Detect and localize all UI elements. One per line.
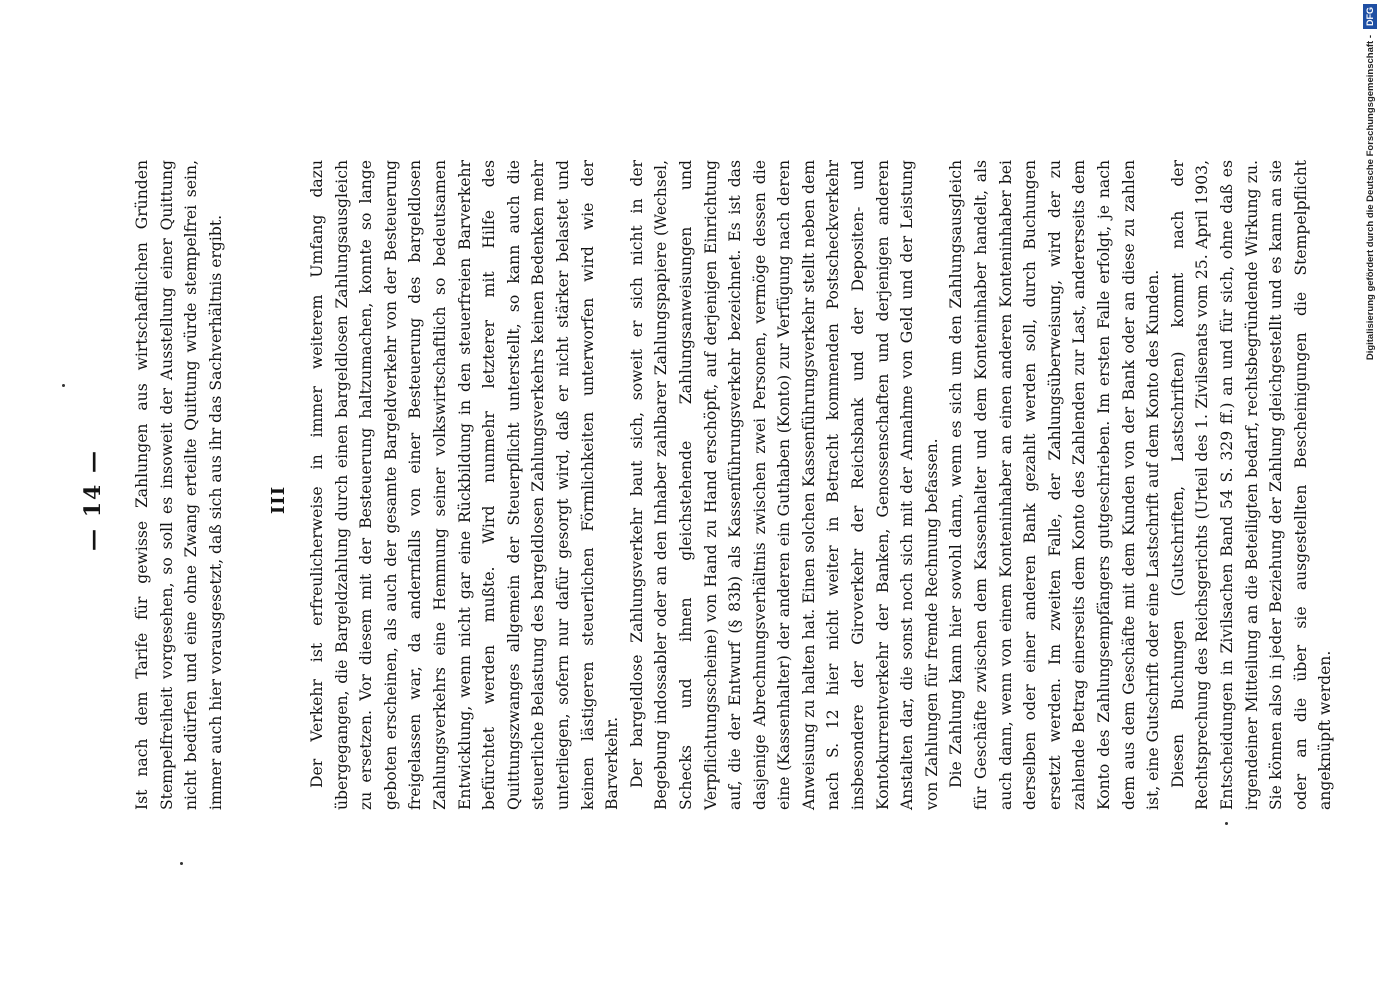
scan-speck bbox=[180, 862, 183, 865]
page-number: — 14 — bbox=[80, 449, 106, 551]
text-block-top bbox=[130, 160, 228, 810]
dfg-logo-icon: DFG bbox=[1363, 4, 1377, 29]
section-heading: III bbox=[268, 485, 289, 515]
digitization-credit bbox=[1360, 4, 1380, 996]
paragraph: Der Verkehr ist erfreulicherweise in immer weiterem Umfang dazu übergegangen, die Bargeldzahlung durch einen bargeldlosen Zahlungsausgleich zu ersetzen. Vor diesem mit der Besteuerung haltzumachen, konnte so lange geboten erscheinen, als auch der gesamte Bargeldverkehr von der Besteuerung freigelassen war, da andernfalls von einer Besteuerung des bargeldlosen Zahlungsverkehrs eine Hemmung seiner volkswirtschaftlich so bedeutsamen Entwicklung, wenn nicht gar eine Rückbildung in den steuerfreien Barverkehr befürchtet werden mußte. Wird nunmehr letzterer mit Hilfe des Quittungszwanges allgemein der Steuerpflicht unterstellt, so kann auch die steuerliche Belastung des bargeldlosen Zahlungsverkehrs keinen Bedenken mehr unterliegen, sofern nur dafür gesorgt wird, daß er nicht stärker belastet und keinen lästigeren steuerlichen Förmlichkeiten unterworfen wird wie der Barverkehr. bbox=[308, 160, 622, 810]
credit-text: Digitalisierung gefördert durch die Deutsche Forschungsgemeinschaft - bbox=[1364, 35, 1376, 361]
scan-speck bbox=[62, 384, 65, 387]
text-block-main bbox=[305, 160, 1338, 810]
paragraph: Ist nach dem Tarife für gewisse Zahlungen aus wirtschaftlichen Gründen Stempelfreiheit vorgesehen, so soll es insoweit der Ausstellung einer Quittung nicht bedürfen und eine ohne Zwang erteilte Quittung würde stempelfrei sein, immer auch hier vorausgesetzt, daß sich aus ihr das Sachverhältnis ergibt. bbox=[133, 160, 225, 810]
scan-speck bbox=[1225, 822, 1228, 825]
paragraph: Die Zahlung kann hier sowohl dann, wenn es sich um den Zahlungsausgleich für Geschäfte zwischen dem Kassenhalter und dem Konteninhaber handelt, als auch dann, wenn von einem Konteninhaber an einen anderen Konteninhaber bei derselben oder einer anderen Bank gezahlt werden soll, durch Buchungen ersetzt werden. Im zweiten Falle, der Zahlungsüberweisung, wird der zu zahlende Betrag einerseits dem Konto des Zahlenden zur Last, andererseits dem Konto des Zahlungsempfängers gutgeschrieben. Im ersten Falle erfolgt, je nach dem aus dem Geschäfte mit dem Kunden von der Bank oder an diese zu zahlen ist, eine Gutschrift oder eine Lastschrift auf dem Konto des Kunden. bbox=[947, 160, 1163, 810]
paragraph: Diesen Buchungen (Gutschriften, Lastschriften) kommt nach der Rechtsprechung des Reichsgerichts (Urteil des 1. Zivilsenats vom 25. April 1903, Entscheidungen in Zivilsachen Band 54 S. 329 ff.) an und für sich, ohne daß es irgendeiner Mitteilung an die Beteiligten bedarf, rechtsbegründende Wirkung zu. Sie können also in jeder Beziehung der Zahlung gleichgestellt und es kann an sie oder an die über sie ausgestellten Bescheinigungen die Stempelpflicht angeknüpft werden. bbox=[1168, 160, 1335, 810]
paragraph: Der bargeldlose Zahlungsverkehr baut sich, soweit er sich nicht in der Begebung indossabler oder an den Inhaber zahlbarer Zahlungspapiere (Wechsel, Schecks und ihnen gleichstehende Zahlungsanweisungen und Verpflichtungsscheine) von Hand zu Hand erschöpft, auf derjenigen Einrichtung auf, die der Entwurf (§ 83b) als Kassenführungsverkehr bezeichnet. Es ist das dasjenige Abrechnungsverhältnis zwischen zwei Personen, vermöge dessen die eine (Kassenhalter) der anderen ein Guthaben (Konto) zur Verfügung nach deren Anweisung zu halten hat. Einen solchen Kassenführungsverkehr stellt neben dem nach S. 12 hier nicht weiter in Betracht kommenden Postscheckverkehr insbesondere der Giroverkehr der Reichsbank und der Depositen- und Kontokurrentverkehr der Banken, Genossenschaften und derjenigen anderen Anstalten dar, die sonst noch sich mit der Annahme von Geld und der Leistung von Zahlungen für fremde Rechnung befassen. bbox=[627, 160, 941, 810]
